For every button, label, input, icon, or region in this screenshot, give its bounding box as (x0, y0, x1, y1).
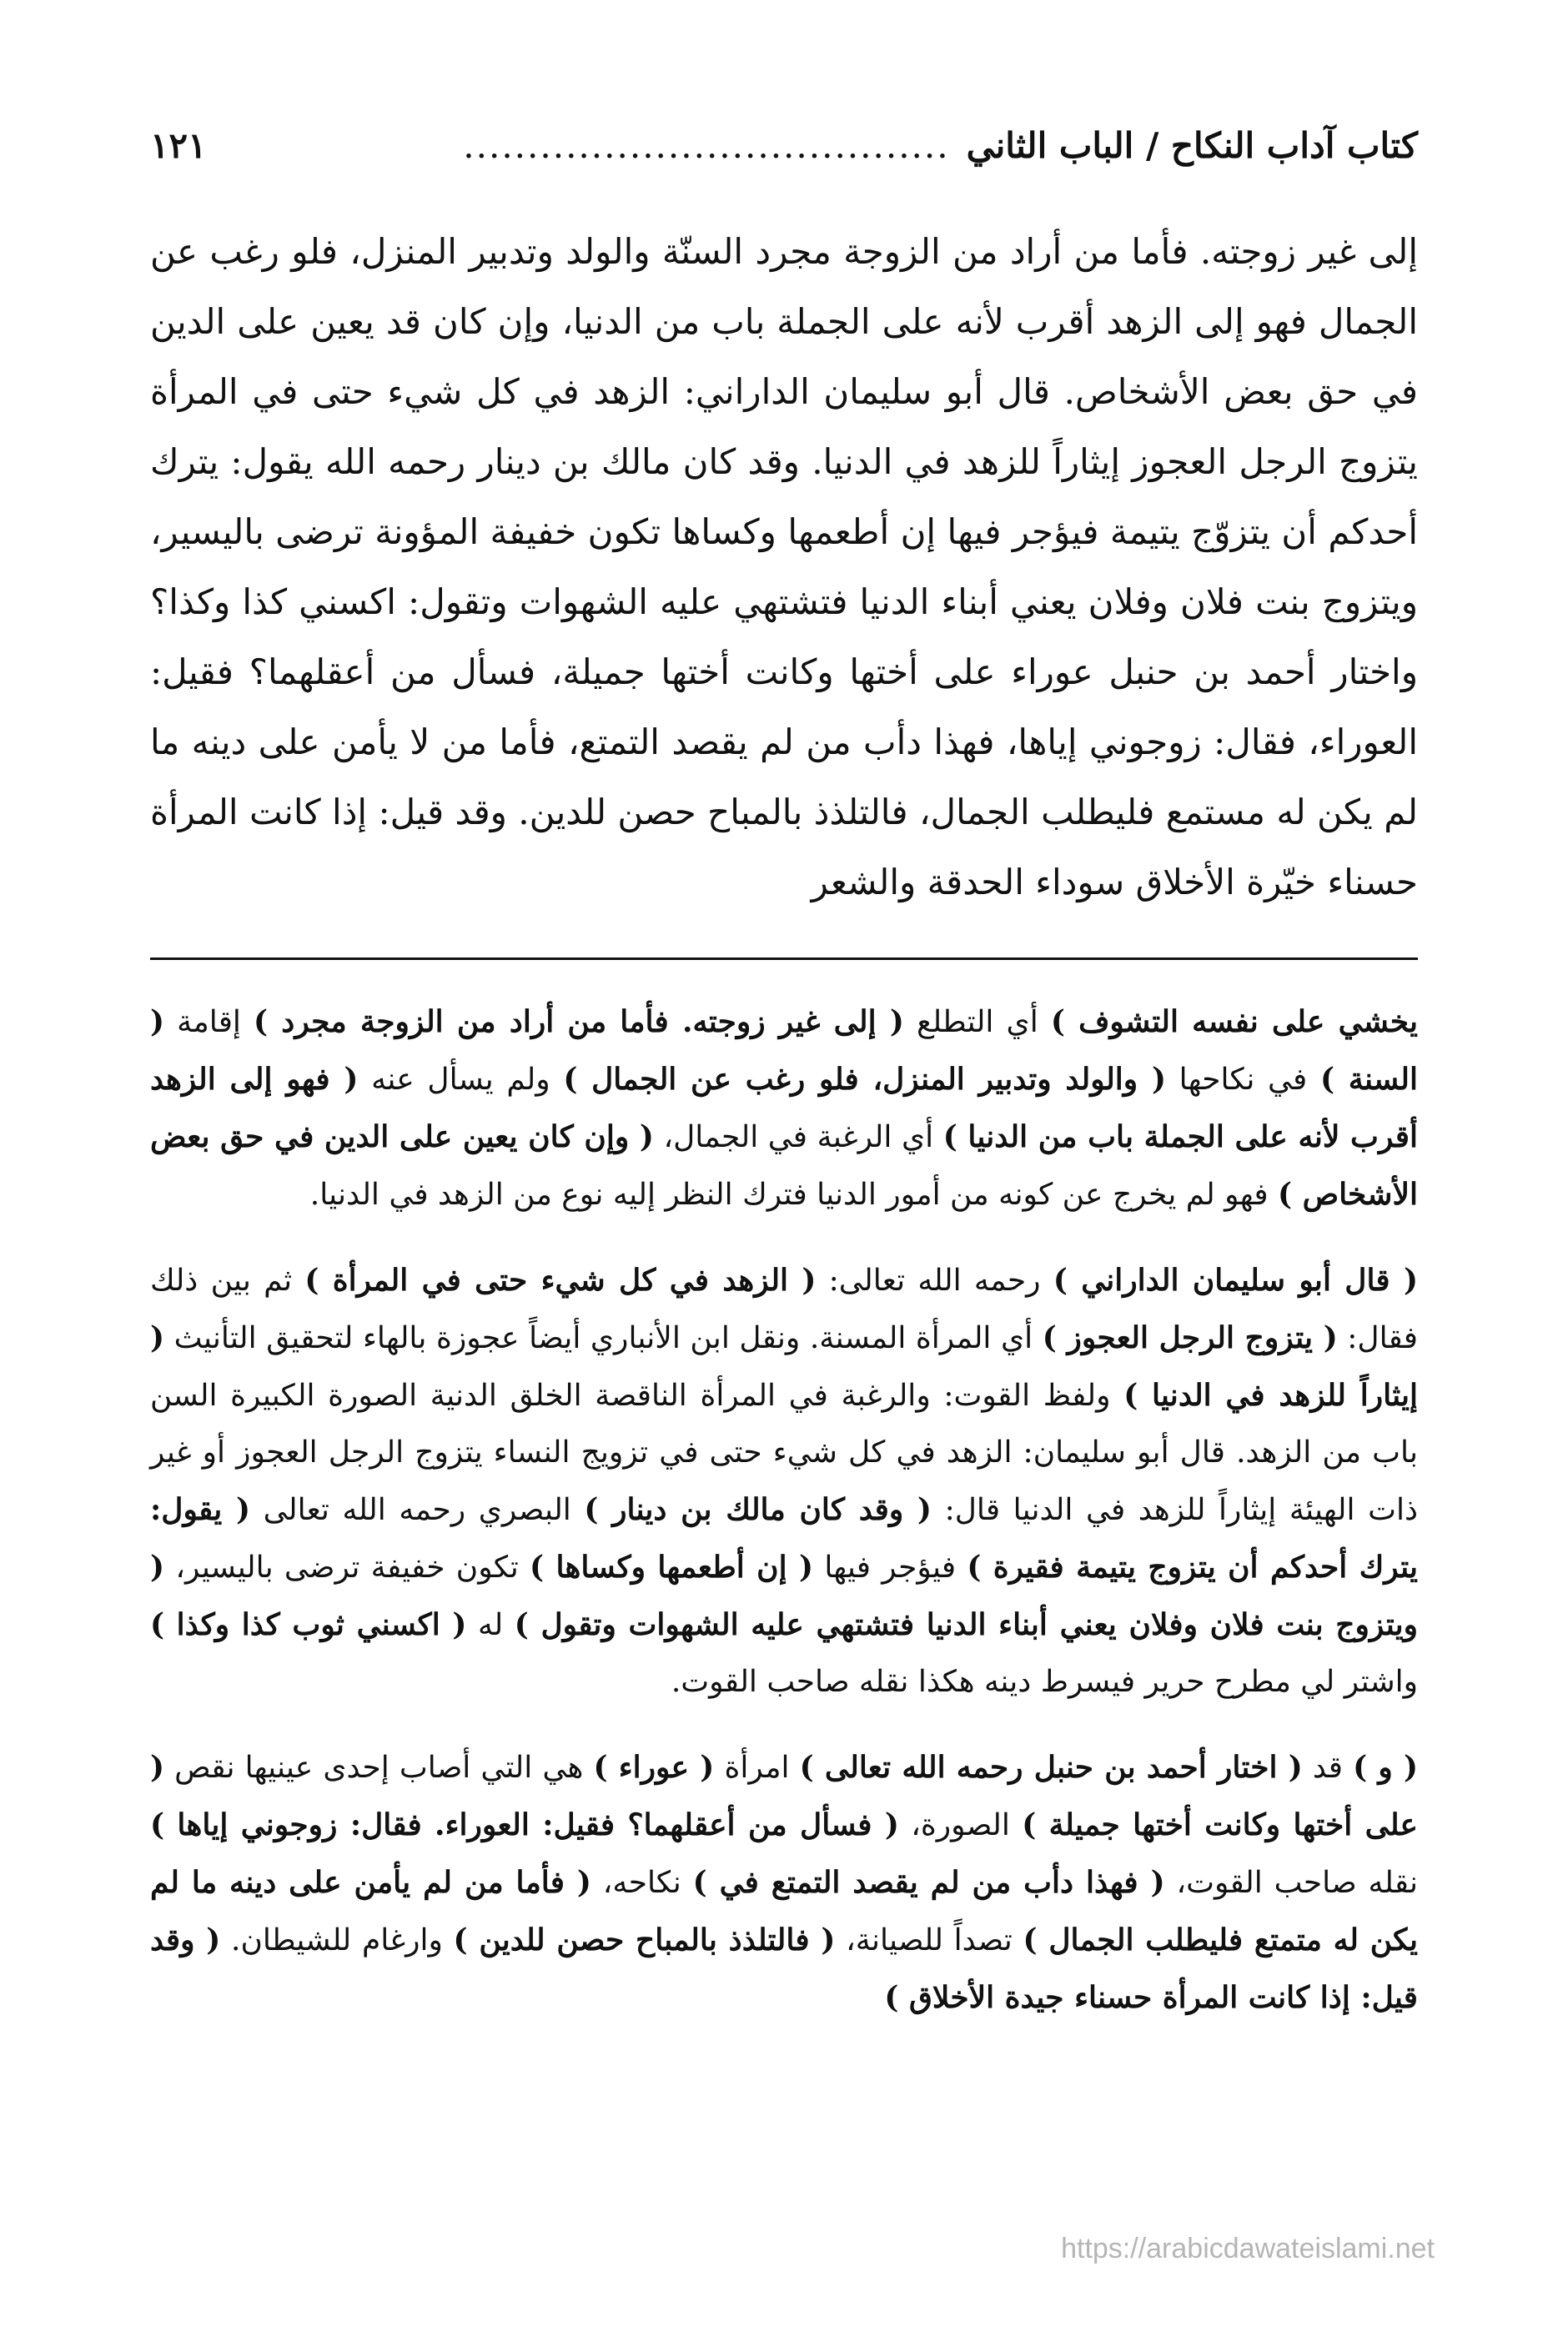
commentary-segment: أي التطلع (903, 1005, 1051, 1039)
commentary (150, 993, 1418, 2027)
commentary-segment: يخشي على نفسه التشوف ) (1050, 1004, 1419, 1039)
main-paragraph: إلى غير زوجته. فأما من أراد من الزوجة مجرد السنّة والولد وتدبير المنزل، فلو رغب عن الجمال فهو إلى الزهد أقرب لأنه على الجملة باب من الدنيا، وإن كان قد يعين على الدين في حق بعض الأشخاص. قال أبو سليمان الداراني: الزهد في كل شيء حتى في المرأة يتزوج الرجل العجوز إيثاراً للزهد في الدنيا. وقد كان مالك بن دينار رحمه الله يقول: يترك أحدكم أن يتزوّج يتيمة فيؤجر فيها إن أطعمها وكساها تكون خفيفة المؤونة ترضى باليسير، ويتزوج بنت فلان وفلان يعني أبناء الدنيا فتشتهي عليه الشهوات وتقول: اكسني كذا وكذا؟ واختار أحمد بن حنبل عوراء على أختها وكانت أختها جميلة، فسأل من أعقلهما؟ فقيل: العوراء، فقال: زوجوني إياها، فهذا دأب من لم يقصد التمتع، فأما من لا يأمن على دينه ما لم يكن له مستمع فليطلب الجمال، فالتلذذ بالمباح حصن للدين. وقد قيل: إذا كانت المرأة حسناء خيّرة الأخلاق سوداء الحدقة والشعر (150, 231, 1418, 902)
commentary-segment: ولم يسأل عنه (358, 1063, 564, 1097)
commentary-segment: ( فالتلذذ بالمباح حصن للدين ) (453, 1922, 836, 1958)
commentary-segment: نقله صاحب القوت، (1164, 1866, 1418, 1900)
running-header (150, 125, 1418, 183)
commentary-segment: تصداً للصيانة، (835, 1923, 1023, 1958)
commentary-segment: فيؤجر فيها (813, 1550, 967, 1585)
commentary-segment: ( والولد وتدبير المنزل، فلو رغب عن الجمال ) (563, 1062, 1166, 1097)
commentary-segment: الصورة، (898, 1808, 1023, 1842)
commentary-segment: ( وإن كان يعين على الدين في حق بعض الأشخاص ) (150, 1119, 1418, 1212)
commentary-segment: امرأة (714, 1751, 800, 1785)
commentary-segment: ( و ) (1353, 1750, 1418, 1785)
commentary-segment: ( ويتزوج بنت فلان وفلان يعني أبناء الدنيا فتشتهي عليه الشهوات وتقول ) (150, 1550, 1419, 1642)
commentary-segment: ( يتزوج الرجل العجوز ) (1042, 1320, 1338, 1355)
commentary-segment: أي المرأة المسنة. ونقل ابن الأنباري أيضاً عجوزة بالهاء لتحقيق التأنيث (164, 1321, 1043, 1355)
commentary-segment: ( اكسني ثوب كذا وكذا ) (150, 1607, 467, 1642)
commentary-paragraph (150, 993, 1418, 1224)
commentary-segment: هي التي أصاب إحدى عينيها نقص (164, 1751, 594, 1785)
header-leader-dots: ...................................... (463, 125, 950, 166)
commentary-segment: تكون خفيفة ترضى باليسير، (164, 1550, 530, 1585)
main-text (150, 217, 1418, 917)
commentary-segment: أي الرغبة في الجمال، (653, 1120, 943, 1154)
commentary-segment: ( فهو إلى الزهد أقرب لأنه على الجملة باب من الدنيا ) (150, 1062, 1419, 1154)
page-number: ١٢١ (150, 125, 207, 166)
commentary-segment: ( يقول: يترك أحدكم أن يتزوج يتيمة فقيرة ) (150, 1492, 1418, 1585)
commentary-segment: ( وقد كان مالك بن دينار ) (584, 1492, 932, 1527)
commentary-segment: ( عوراء ) (593, 1750, 715, 1785)
watermark-url: https://arabicdawateislami.net (1061, 2233, 1435, 2264)
commentary-paragraph (150, 1252, 1418, 1711)
commentary-segment: ( الزهد في كل شيء حتى في المرأة ) (304, 1263, 817, 1298)
running-title: كتاب آداب النكاح / الباب الثاني (966, 125, 1418, 166)
commentary-segment: ( فسأل من أعقلهما؟ فقيل: العوراء. فقال: زوجوني إياها ) (150, 1807, 899, 1842)
commentary-segment: ثم بين ذلك فقال: (150, 1264, 1418, 1355)
commentary-segment: ( قال أبو سليمان الداراني ) (1053, 1263, 1418, 1298)
commentary-segment: رحمه الله تعالى: (816, 1264, 1053, 1298)
commentary-segment: ( إيثاراً للزهد في الدنيا ) (150, 1320, 1418, 1413)
commentary-segment: قد (1302, 1751, 1354, 1785)
commentary-segment: وارغام للشيطان. (220, 1923, 454, 1958)
commentary-segment: ولفظ القوت: والرغبة في المرأة الناقصة الخلق الدنية الصورة الكبيرة السن باب من الزهد. قال أبو سليمان: الزهد في كل شيء حتى في تزويج النساء يتزوج الرجل العجوز أو غير ذات الهيئة إيثاراً للزهد في الدنيا قال: (150, 1379, 1419, 1527)
commentary-segment: إقامة (164, 1005, 254, 1039)
commentary-segment: له (466, 1608, 515, 1642)
commentary-segment: ( فهذا دأب من لم يقصد التمتع في ) (692, 1865, 1165, 1900)
commentary-segment: ( إن أطعمها وكساها ) (530, 1550, 814, 1585)
commentary-segment: نكاحه، (591, 1866, 693, 1900)
commentary-segment: ( فأما من لم يأمن على دينه ما لم يكن له متمتع فليطلب الجمال ) (150, 1865, 1419, 1958)
footnote-divider (150, 957, 1418, 960)
book-page (150, 125, 1418, 2299)
commentary-segment: البصري رحمه الله تعالى (250, 1493, 585, 1527)
commentary-segment: ( اختار أحمد بن حنبل رحمه الله تعالى ) (799, 1750, 1303, 1785)
commentary-segment: فهو لم يخرج عن كونه من أمور الدنيا فترك النظر إليه نوع من الزهد في الدنيا. (309, 1178, 1278, 1212)
commentary-paragraph (150, 1739, 1418, 2027)
commentary-segment: ( وقد قيل: إذا كانت المرأة حسناء جيدة الأخلاق ) (150, 1922, 1418, 2015)
commentary-segment: ( إلى غير زوجته. فأما من أراد من الزوجة مجرد ) (254, 1004, 904, 1039)
commentary-segment: واشتر لي مطرح حرير فيسرط دينه هكذا نقله صاحب القوت. (671, 1665, 1418, 1699)
commentary-segment: ( على أختها وكانت أختها جميلة ) (150, 1750, 1419, 1842)
commentary-segment: في نكاحها (1166, 1063, 1320, 1097)
commentary-segment: ( السنة ) (150, 1004, 1418, 1097)
